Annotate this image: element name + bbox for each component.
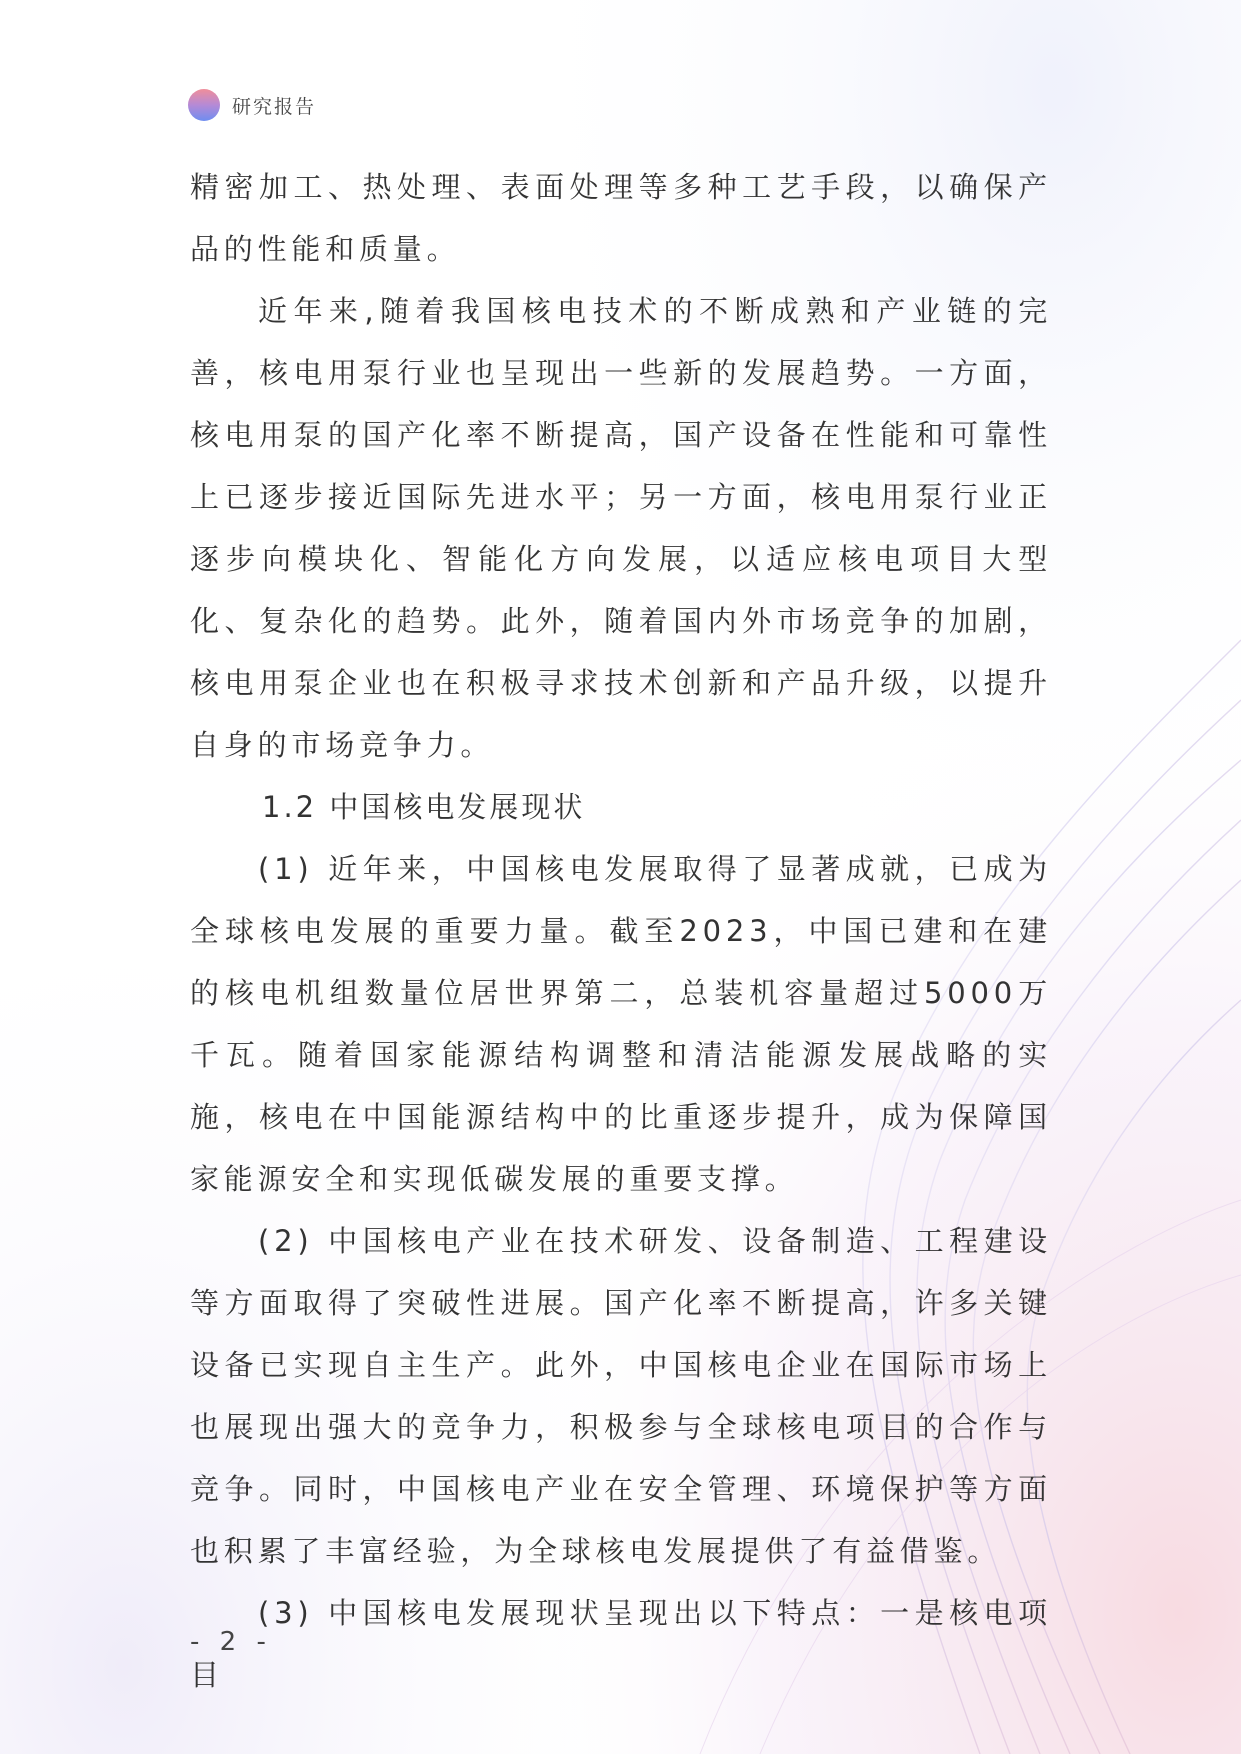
paragraph: 近年来,随着我国核电技术的不断成熟和产业链的完善，核电用泵行业也呈现出一些新的发展趋势。一方面，核电用泵的国产化率不断提高，国产设备在性能和可靠性上已逐步接近国际先进水平；另一方面，核电用泵行业正逐步向模块化、智能化方向发展，以适应核电项目大型化、复杂化的趋势。此外，随着国内外市场竞争的加剧，核电用泵企业也在积极寻求技术创新和产品升级，以提升自身的市场竞争力。 — [190, 294, 1052, 762]
page-number: - 2 - — [190, 1627, 272, 1657]
body-content — [190, 156, 1052, 1706]
paragraph: (1) 近年来，中国核电发展取得了显著成就，已成为全球核电发展的重要力量。截至2023，中国已建和在建的核电机组数量位居世界第二，总装机容量超过5000万千瓦。随着国家能源结构调整和清洁能源发展战略的实施，核电在中国能源结构中的比重逐步提升，成为保障国家能源安全和实现低碳发展的重要支撑。 — [190, 852, 1052, 1196]
report-logo-icon — [188, 89, 220, 121]
paragraph: (3) 中国核电发展现状呈现出以下特点：一是核电项目 — [190, 1596, 1052, 1692]
paragraph: (2) 中国核电产业在技术研发、设备制造、工程建设等方面取得了突破性进展。国产化率不断提高，许多关键设备已实现自主生产。此外，中国核电企业在国际市场上也展现出强大的竞争力，积极参与全球核电项目的合作与竞争。同时，中国核电产业在安全管理、环境保护等方面也积累了丰富经验，为全球核电发展提供了有益借鉴。 — [190, 1224, 1052, 1568]
header-label: 研究报告 — [232, 95, 317, 118]
page-header — [188, 88, 316, 122]
paragraph: 精密加工、热处理、表面处理等多种工艺手段，以确保产品的性能和质量。 — [190, 170, 1052, 266]
section-heading: 1.2 中国核电发展现状 — [262, 790, 586, 824]
